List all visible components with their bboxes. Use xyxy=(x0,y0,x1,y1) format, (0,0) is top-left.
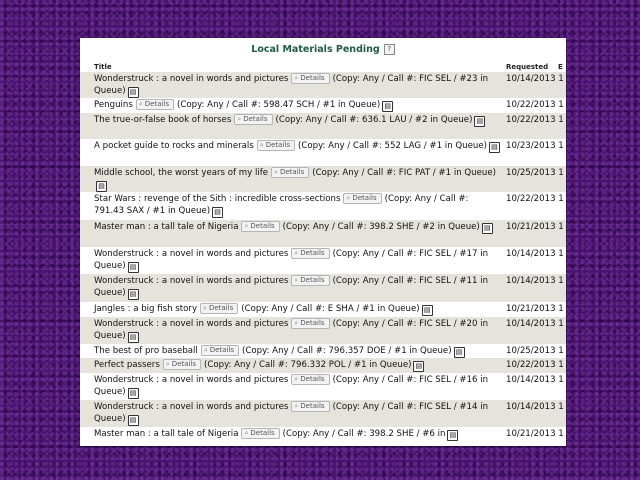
item-title: Master man : a tall tale of Nigeria xyxy=(94,222,239,232)
details-button[interactable] xyxy=(291,318,329,329)
date-value: 10/22/2013 xyxy=(506,194,556,204)
requested-date xyxy=(506,401,564,413)
page-title: Local Materials Pending xyxy=(251,44,380,55)
column-header-extra[interactable]: E xyxy=(558,63,563,71)
request-icon[interactable]: ▤ xyxy=(128,262,139,273)
date-suffix: 1 xyxy=(558,168,564,178)
request-icon[interactable]: ▤ xyxy=(128,388,139,399)
details-label: Details xyxy=(243,115,268,123)
details-button[interactable] xyxy=(241,428,279,439)
magnifier-icon: ⌕ xyxy=(294,74,299,82)
item-copy-info: (Copy: Any / Call #: FIC SEL / #17 in Queue) xyxy=(94,249,489,271)
magnifier-icon: ⌕ xyxy=(294,276,299,284)
list-item xyxy=(80,317,566,344)
magnifier-icon: ⌕ xyxy=(237,115,242,123)
details-label: Details xyxy=(300,276,325,284)
item-title: Wonderstruck : a novel in words and pictures xyxy=(94,74,289,84)
date-value: 10/25/2013 xyxy=(506,346,556,356)
date-value: 10/23/2013 xyxy=(506,141,556,151)
item-title: A pocket guide to rocks and minerals xyxy=(94,141,254,151)
date-suffix: 1 xyxy=(558,222,564,232)
details-button[interactable] xyxy=(136,99,174,110)
list-item xyxy=(80,400,566,427)
item-title: The best of pro baseball xyxy=(94,346,198,356)
date-suffix: 1 xyxy=(558,304,564,314)
details-label: Details xyxy=(171,360,197,368)
panel-heading xyxy=(80,44,566,55)
magnifier-icon: ⌕ xyxy=(138,100,143,108)
request-icon[interactable]: ▤ xyxy=(382,101,393,112)
details-button[interactable] xyxy=(200,303,238,314)
requested-date xyxy=(506,221,564,233)
magnifier-icon: ⌕ xyxy=(244,429,249,437)
item-copy-info: (Copy: Any / Call #: 636.1 LAU / #2 in Queue) xyxy=(275,115,473,125)
list-item xyxy=(80,72,566,98)
request-icon[interactable]: ▤ xyxy=(128,289,139,300)
date-value: 10/22/2013 xyxy=(506,360,556,370)
date-suffix: 1 xyxy=(558,74,564,84)
details-label: Details xyxy=(209,346,235,354)
magnifier-icon: ⌕ xyxy=(346,194,351,202)
details-button[interactable] xyxy=(291,73,329,84)
date-value: 10/14/2013 xyxy=(506,375,556,385)
details-button[interactable] xyxy=(291,248,329,259)
requested-date xyxy=(506,303,564,315)
item-copy-info: (Copy: Any / Call #: 398.2 SHE / #2 in Queue) xyxy=(282,222,480,232)
item-copy-info: (Copy: Any / Call #: FIC SEL / #23 in Queue) xyxy=(94,74,489,96)
request-icon[interactable]: ▤ xyxy=(128,415,139,426)
list-item xyxy=(80,344,566,358)
item-title: Perfect passers xyxy=(94,360,160,370)
details-label: Details xyxy=(300,74,325,82)
list-item xyxy=(80,98,566,113)
date-value: 10/21/2013 xyxy=(506,429,556,439)
item-title: The true-or-false book of horses xyxy=(94,115,232,125)
item-description xyxy=(94,193,500,218)
list-item xyxy=(80,247,566,274)
item-title: Penguins xyxy=(94,100,133,110)
item-description xyxy=(94,303,500,316)
details-button[interactable] xyxy=(291,275,329,286)
request-icon[interactable]: ▤ xyxy=(474,116,485,127)
item-title: Wonderstruck : a novel in words and pictures xyxy=(94,375,289,385)
requested-date xyxy=(506,275,564,287)
requested-date xyxy=(506,193,564,205)
date-suffix: 1 xyxy=(558,100,564,110)
column-header-requested[interactable]: Requested xyxy=(506,63,549,71)
item-title: Master man : a tall tale of Nigeria xyxy=(94,429,239,439)
item-title: Wonderstruck : a novel in words and pictures xyxy=(94,249,289,259)
details-label: Details xyxy=(144,100,170,108)
details-label: Details xyxy=(265,141,291,149)
item-copy-info: (Copy: Any / Call #: 791.43 SAX / #1 in Queue) xyxy=(94,194,469,216)
date-value: 10/22/2013 xyxy=(506,100,556,110)
details-label: Details xyxy=(250,222,275,230)
details-button[interactable] xyxy=(257,140,295,151)
item-copy-info: (Copy: Any / Call #: FIC PAT / #1 in Queue) xyxy=(312,168,496,178)
item-copy-info: (Copy: Any / Call #: 796.357 DOE / #1 in Queue) xyxy=(242,346,452,356)
date-suffix: 1 xyxy=(558,360,564,370)
date-value: 10/14/2013 xyxy=(506,402,556,412)
magnifier-icon: ⌕ xyxy=(259,141,264,149)
item-copy-info: (Copy: Any / Call #: FIC SEL / #20 in Queue) xyxy=(94,319,489,341)
date-value: 10/14/2013 xyxy=(506,74,556,84)
details-button[interactable] xyxy=(271,167,309,178)
request-icon[interactable]: ▤ xyxy=(128,87,139,98)
request-icon[interactable]: ▤ xyxy=(454,347,465,358)
item-copy-info: (Copy: Any / Call #: FIC SEL / #16 in Queue) xyxy=(94,375,489,397)
item-copy-info: (Copy: Any / Call #: FIC SEL / #14 in Queue) xyxy=(94,402,489,424)
item-description xyxy=(94,140,500,153)
magnifier-icon: ⌕ xyxy=(294,249,299,257)
magnifier-icon: ⌕ xyxy=(203,346,208,354)
date-value: 10/25/2013 xyxy=(506,168,556,178)
item-title: Wonderstruck : a novel in words and pictures xyxy=(94,276,289,286)
date-suffix: 1 xyxy=(558,115,564,125)
details-button[interactable] xyxy=(201,345,239,356)
magnifier-icon: ⌕ xyxy=(274,168,278,176)
list-item xyxy=(80,358,566,373)
item-description xyxy=(94,428,500,441)
request-icon[interactable]: ▤ xyxy=(482,223,493,234)
date-suffix: 1 xyxy=(558,346,564,356)
list-item xyxy=(80,373,566,400)
details-label: Details xyxy=(208,304,234,312)
date-value: 10/14/2013 xyxy=(506,319,556,329)
requested-date xyxy=(506,318,564,330)
date-value: 10/22/2013 xyxy=(506,115,556,125)
requested-date xyxy=(506,428,564,440)
item-description xyxy=(94,248,500,273)
requested-date xyxy=(506,374,564,386)
magnifier-icon: ⌕ xyxy=(294,319,299,327)
item-title: Star Wars : revenge of the Sith : incredible cross-sections xyxy=(94,194,341,204)
item-title: Wonderstruck : a novel in words and pictures xyxy=(94,402,289,412)
requested-date xyxy=(506,167,564,179)
item-description xyxy=(94,401,500,426)
item-copy-info: (Copy: Any / Call #: 552 LAG / #1 in Queue) xyxy=(298,141,487,151)
item-title: Middle school, the worst years of my life xyxy=(94,168,269,178)
details-button[interactable] xyxy=(291,374,329,385)
details-button[interactable] xyxy=(343,193,381,204)
details-button[interactable] xyxy=(241,221,279,232)
date-suffix: 1 xyxy=(558,319,564,329)
item-description xyxy=(94,167,500,192)
item-description xyxy=(94,318,500,343)
date-suffix: 1 xyxy=(558,375,564,385)
date-suffix: 1 xyxy=(558,402,564,412)
requested-date xyxy=(506,99,564,111)
help-icon[interactable]: ? xyxy=(384,44,395,55)
details-label: Details xyxy=(300,249,325,257)
request-icon[interactable]: ▤ xyxy=(447,430,458,441)
details-label: Details xyxy=(352,194,377,202)
list-item xyxy=(80,113,566,139)
item-title: Wonderstruck : a novel in words and pictures xyxy=(94,319,289,329)
request-icon[interactable]: ▤ xyxy=(128,332,139,343)
item-description xyxy=(94,99,500,112)
request-icon[interactable]: ▤ xyxy=(96,181,107,192)
date-suffix: 1 xyxy=(558,194,564,204)
item-description xyxy=(94,275,500,300)
date-suffix: 1 xyxy=(558,249,564,259)
item-description xyxy=(94,345,500,358)
date-value: 10/21/2013 xyxy=(506,222,556,232)
requested-date xyxy=(506,248,564,260)
details-button[interactable] xyxy=(291,401,329,412)
magnifier-icon: ⌕ xyxy=(203,304,207,312)
request-icon[interactable]: ▤ xyxy=(413,361,424,372)
details-label: Details xyxy=(300,402,325,410)
item-description xyxy=(94,221,500,234)
requested-date xyxy=(506,140,564,152)
request-icon[interactable]: ▤ xyxy=(422,305,433,316)
item-copy-info: (Copy: Any / Call #: E SHA / #1 in Queue) xyxy=(241,304,420,314)
details-button[interactable] xyxy=(234,114,272,125)
details-label: Details xyxy=(300,375,325,383)
item-copy-info: (Copy: Any / Call #: 598.47 SCH / #1 in Queue) xyxy=(177,100,381,110)
item-description xyxy=(94,359,500,372)
request-icon[interactable]: ▤ xyxy=(212,207,223,218)
requested-date xyxy=(506,345,564,357)
date-value: 10/14/2013 xyxy=(506,276,556,286)
requested-date xyxy=(506,114,564,126)
details-button[interactable] xyxy=(163,359,201,370)
date-suffix: 1 xyxy=(558,141,564,151)
details-label: Details xyxy=(250,429,275,437)
magnifier-icon: ⌕ xyxy=(294,402,299,410)
magnifier-icon: ⌕ xyxy=(294,375,299,383)
item-description xyxy=(94,374,500,399)
date-suffix: 1 xyxy=(558,276,564,286)
item-description xyxy=(94,73,500,98)
list-item xyxy=(80,166,566,192)
item-copy-info: (Copy: Any / Call #: FIC SEL / #11 in Queue) xyxy=(94,276,489,298)
list-item xyxy=(80,139,566,166)
item-title: Jangles : a big fish story xyxy=(94,304,198,314)
details-label: Details xyxy=(279,168,305,176)
column-header-title[interactable]: Title xyxy=(94,63,112,71)
request-icon[interactable]: ▤ xyxy=(489,142,500,153)
details-label: Details xyxy=(300,319,325,327)
list-item xyxy=(80,274,566,302)
date-value: 10/14/2013 xyxy=(506,249,556,259)
item-copy-info: (Copy: Any / Call #: 796.332 POL / #1 in Queue) xyxy=(204,360,412,370)
list-item xyxy=(80,427,566,446)
item-copy-info: (Copy: Any / Call #: 398.2 SHE / #6 in xyxy=(282,429,446,439)
list-item xyxy=(80,302,566,317)
magnifier-icon: ⌕ xyxy=(244,222,249,230)
list-item xyxy=(80,192,566,220)
date-value: 10/21/2013 xyxy=(506,304,556,314)
list-item xyxy=(80,220,566,247)
requested-date xyxy=(506,73,564,85)
requested-date xyxy=(506,359,564,371)
magnifier-icon: ⌕ xyxy=(165,360,170,368)
pending-materials-panel xyxy=(80,38,566,446)
date-suffix: 1 xyxy=(558,429,564,439)
item-description xyxy=(94,114,500,127)
